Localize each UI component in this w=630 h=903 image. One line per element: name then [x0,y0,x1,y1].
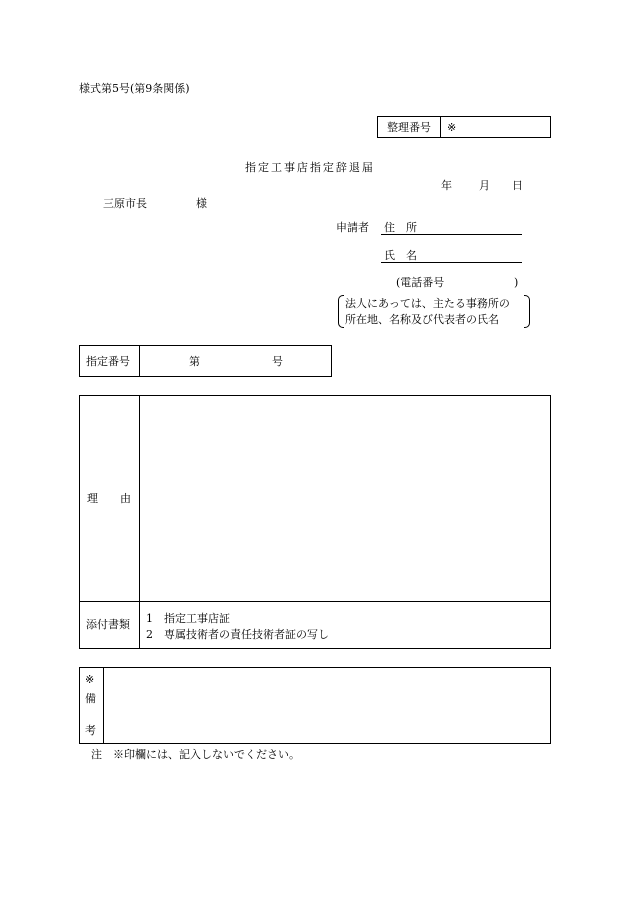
phone-label: (電話番号 [396,276,445,289]
date-day-label[interactable]: 日 [512,179,523,192]
designation-number-box [79,345,332,377]
document-title: 指定工事店指定辞退届 [245,161,375,174]
reason-table-row-divider [80,601,550,602]
seiri-divider [440,117,441,137]
remarks-char-2: 考 [85,724,96,737]
applicant-label: 申請者 [336,221,369,234]
remarks-field[interactable] [104,668,550,743]
seiri-number-box [377,116,551,138]
phone-close-paren[interactable]: ) [514,276,519,289]
attachments-list [146,611,329,643]
note-bracket-left [338,295,344,328]
designation-prefix: 第 [189,355,200,368]
attachment-item: 1 指定工事店証 [146,612,230,625]
date-year-label[interactable]: 年 [441,179,452,192]
attachments-label: 添付書類 [86,618,130,631]
attachment-item: 2 専属技術者の責任技術者証の写し [146,627,329,641]
form-number: 様式第5号(第9条関係) [79,82,190,95]
reason-table [79,395,551,649]
date-month-label[interactable]: 月 [479,179,490,192]
corporate-note-line1: 法人にあっては、主たる事務所の [345,297,510,310]
remarks-box [79,667,551,744]
reason-field[interactable] [140,396,550,601]
designation-label: 指定番号 [86,355,130,368]
seiri-number-label: 整理番号 [387,121,431,134]
reason-label: 理 由 [87,492,131,505]
name-field[interactable] [381,262,522,263]
remarks-mark: ※ [85,673,95,686]
designation-suffix: 号 [272,355,283,368]
designation-divider [139,346,140,376]
seiri-number-value[interactable]: ※ [447,121,457,134]
name-label: 氏 名 [384,249,417,262]
addressee-honorific: 様 [196,197,207,210]
footnote: 注 ※印欄には、記入しないでください。 [91,748,300,761]
corporate-note-line2: 所在地、名称及び代表者の氏名 [345,313,499,326]
address-label: 住 所 [384,221,417,234]
address-field[interactable] [381,234,522,235]
remarks-char-1: 備 [85,692,96,705]
addressee-name: 三原市長 [103,197,147,210]
note-bracket-right [524,295,530,328]
